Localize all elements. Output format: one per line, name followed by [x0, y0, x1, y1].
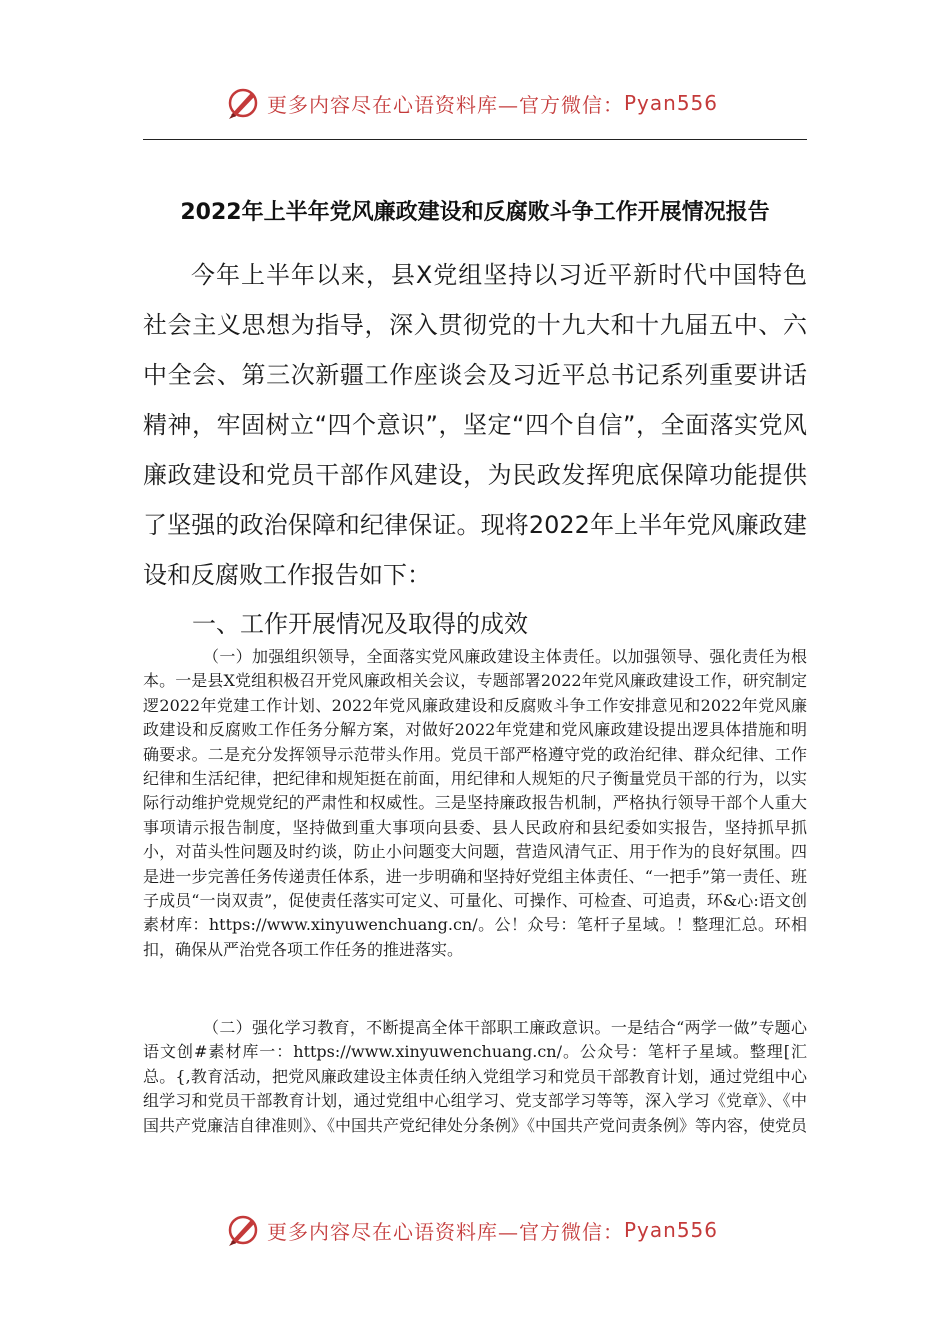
- body-paragraph-2: （二）强化学习教育，不断提高全体干部职工廉政意识。一是结合“两学一做”专题心语文创#素材库一：https://www.xinyuwenchuang.cn/。公众号：笔杆子星域。整理[汇总。{,教育活动，把党风廉政建设主体责任纳入党组学习和党员干部教育计划，通过党组中心组学习和党员干部教育计划，通过党组中心组学习、党支部学习等等，深入学习《党章》、《中国共产党廉洁自律准则》、《中国共产党纪律处分条例》《中国共产党问责条例》等内容，使党员: [143, 1018, 808, 1135]
- header-wechat-id: Pyan556: [624, 91, 719, 115]
- header-divider: [143, 139, 807, 140]
- pen-logo-icon: [225, 1212, 261, 1248]
- section-heading: 一、工作开展情况及取得的成效: [192, 610, 528, 638]
- intro-paragraph: 今年上半年以来，县X党组坚持以习近平新时代中国特色社会主义思想为指导，深入贯彻党的十九大和十九届五中、六中全会、第三次新疆工作座谈会及习近平总书记系列重要讲话精神，牢固树立“四个意识”，坚定“四个自信”，全面落实党风廉政建设和党员干部作风建设，为民政发挥兜底保障功能提供了坚强的政治保障和纪律保证。现将2022年上半年党风廉政建设和反腐败工作报告如下：: [143, 261, 807, 589]
- footer-wechat-id: Pyan556: [624, 1218, 719, 1242]
- header-banner: [225, 83, 718, 123]
- pen-logo-icon: [225, 85, 261, 121]
- footer-banner-text: 更多内容尽在心语资料库—官方微信：: [267, 1219, 624, 1244]
- header-banner-text: 更多内容尽在心语资料库—官方微信：: [267, 92, 624, 117]
- footer-banner: [225, 1210, 718, 1250]
- body-paragraph-1: （一）加强组织领导，全面落实党风廉政建设主体责任。以加强领导、强化责任为根本。一是县X党组积极召开党风廉政相关会议，专题部署2022年党风廉政建设工作，研究制定逻2022年党建工作计划、2022年党风廉政建设和反腐败斗争工作安排意见和2022年党风廉政建设和反腐败工作任务分解方案，对做好2022年党建和党风廉政建设提出逻具体措施和明确要求。二是充分发挥领导示范带头作用。党员干部严格遵守党的政治纪律、群众纪律、工作纪律和生活纪律，把纪律和规矩挺在前面，用纪律和人规矩的尺子衡量党员干部的行为，以实际行动维护党规党纪的严肃性和权威性。三是坚持廉政报告机制，严格执行领导干部个人重大事项请示报告制度，坚持做到重大事项向县委、县人民政府和县纪委如实报告，坚持抓早抓小，对苗头性问题及时约谈，防止小问题变大问题，营造风清气正、用于作为的良好氛围。四是进一步完善任务传递责任体系，进一步明确和坚持好党组主体责任、“一把手”第一责任、班子成员“一岗双责”，促使责任落实可定义、可量化、可操作、可检查、可追责，环&心:语文创素材库：https://www.xinyuwenchuang.cn/。公！众号：笔杆子星域。！整理汇总。环相扣，确保从严治党各项工作任务的推进落实。: [143, 647, 807, 959]
- document-title: 2022年上半年党风廉政建设和反腐败斗争工作开展情况报告: [180, 199, 770, 225]
